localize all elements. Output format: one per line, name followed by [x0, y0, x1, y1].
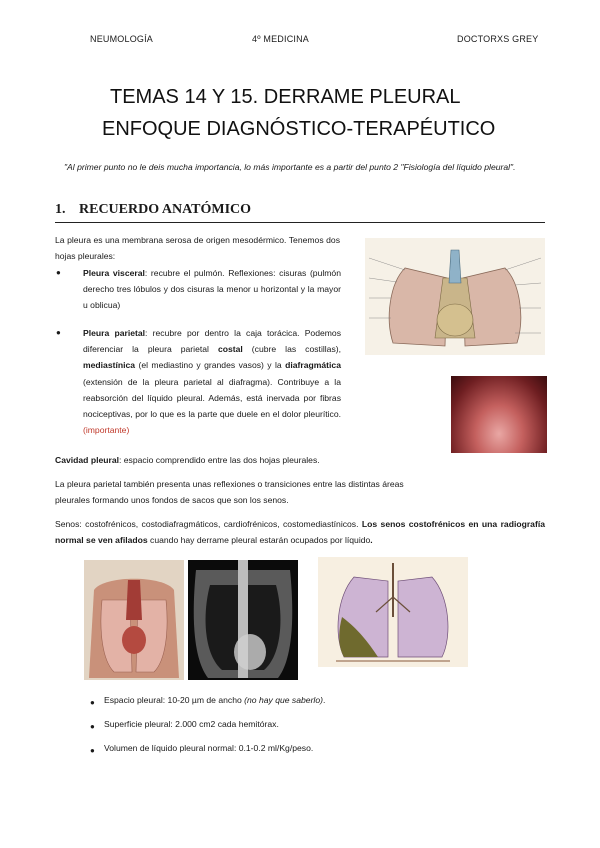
bullet-icon: ●: [90, 722, 95, 731]
cavidad-term: Cavidad pleural: [55, 455, 119, 465]
cavidad-paragraph: [55, 452, 475, 468]
bullet-text: Espacio pleural: 10-20 µm de ancho: [104, 695, 245, 705]
bullet-icon: ●: [56, 328, 61, 337]
bullet-end: .: [322, 695, 326, 705]
parietal-text: (extensión de la pleura parietal al diafragma). Contribuye a la reabsorción del líquido pleural. Además, está inervada por fibras nociceptivas, por lo que es la parte que duele en el dolor pleurítico.: [83, 376, 341, 420]
section-number: 1.: [55, 202, 66, 217]
header-course: 4º MEDICINA: [252, 34, 309, 44]
pleural-effusion-diagram: [318, 557, 468, 667]
term-diafragmatica: diafragmática: [285, 360, 341, 371]
bullet-superficie-pleural: Superficie pleural: 2.000 cm2 cada hemitórax.: [104, 719, 279, 729]
senos-text: cuando hay derrame pleural estarán ocupados por líquido: [147, 535, 371, 546]
parietal-text: : recubre por dentro la caja torácica. Podemos diferenciar la pleura parietal: [83, 328, 341, 355]
section-heading: [55, 202, 545, 223]
cavidad-text: : espacio comprendido entre las dos hojas pleurales.: [119, 455, 320, 465]
thorax-dissection-image: [84, 560, 184, 680]
bullet-italic: (no hay que saberlo): [244, 695, 323, 705]
senos-end: .: [370, 535, 373, 546]
term-costal: costal: [217, 344, 243, 355]
bullet-icon: ●: [56, 268, 61, 277]
senos-text: Senos: costofrénicos, costodiafragmáticos, cardiofrénicos, costomediastínicos.: [55, 519, 362, 529]
visceral-term: Pleura visceral: [83, 268, 145, 278]
chest-xray-image: [188, 560, 298, 680]
bullet-icon: ●: [90, 698, 95, 707]
header-subject: NEUMOLOGÍA: [90, 34, 154, 44]
visceral-item: [83, 265, 341, 314]
header-author: DOCTORXS GREY: [457, 34, 539, 44]
page-title-line2: ENFOQUE DIAGNÓSTICO-TERAPÉUTICO: [102, 118, 496, 140]
parietal-text: (cubre las costillas),: [242, 344, 342, 355]
section-title: RECUERDO ANATÓMICO: [79, 202, 252, 217]
parietal-text: (el mediastino y grandes vasos) y la: [135, 360, 286, 371]
senos-paragraph: [55, 516, 545, 548]
intro-note: "Al primer punto no le deis mucha importancia, lo más importante es a partir del punto 2 "Fisiología del líquido pleural".: [64, 162, 516, 172]
bullet-volumen-liquido: Volumen de líquido pleural normal: 0.1-0.2 ml/Kg/peso.: [104, 743, 314, 753]
parietal-item: [83, 325, 341, 438]
important-label: (importante): [83, 425, 130, 436]
senos-bold: Los senos costofrénicos en una radiografía normal se ven afilados: [55, 519, 545, 546]
intro-paragraph: La pleura es una membrana serosa de origen mesodérmico. Tenemos dos hojas pleurales:: [55, 235, 340, 262]
reflexiones-paragraph: La pleura parietal también presenta unas reflexiones o transiciones entre las distintas áreas pleurales formando unos fondos de sacos que son los senos.: [55, 479, 404, 506]
pleural-cavity-photo: [451, 376, 547, 453]
page-title-line1: TEMAS 14 Y 15. DERRAME PLEURAL: [110, 86, 461, 108]
bullet-espacio-pleural: [104, 695, 325, 705]
pleura-anatomy-illustration: [365, 238, 545, 355]
visceral-text: : recubre el pulmón. Reflexiones: cisuras (pulmón derecho tres lóbulos y dos cisuras la menor u horizontal y la mayor u oblicua): [83, 268, 341, 311]
parietal-term: Pleura parietal: [83, 328, 146, 338]
term-mediastinica: mediastínica: [83, 360, 136, 371]
bullet-icon: ●: [90, 746, 95, 755]
